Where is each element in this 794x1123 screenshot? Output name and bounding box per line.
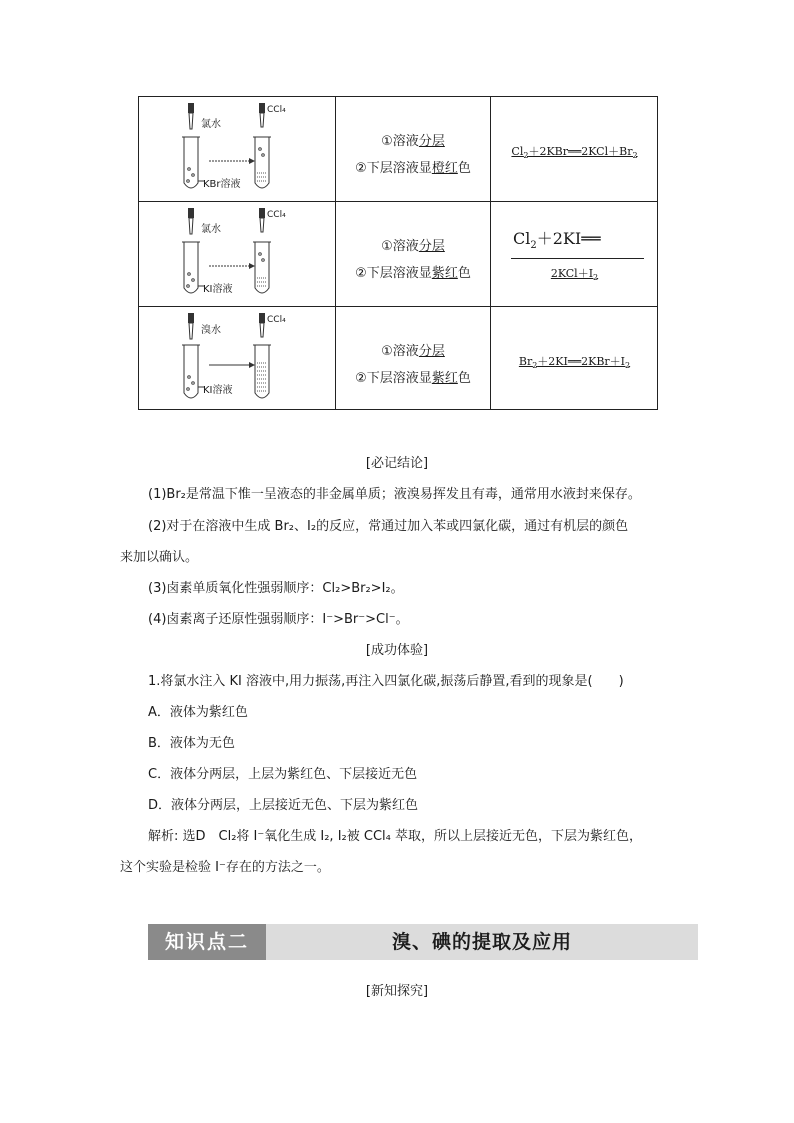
section-label: 知识点二 [148, 924, 266, 960]
conclusion-heading: [必记结论] [365, 456, 429, 471]
conclusion-item: (2)对于在溶液中生成 Br₂、I₂的反应，常通过加入苯或四氯化碳，通过有机层的颜色 [148, 519, 629, 534]
conclusion-item-continued: 来加以确认。 [120, 550, 199, 565]
analysis-text-continued: 这个实验是检验 I⁻存在的方法之一。 [120, 860, 330, 875]
apparatus-diagram [139, 307, 335, 409]
question-text: 1.将氯水注入 KI 溶液中,用力振荡,再注入四氯化碳,振荡后静置,看到的现象是( ) [148, 674, 624, 689]
next-heading: [新知探究] [365, 984, 429, 999]
section-title: 溴、碘的提取及应用 [391, 931, 572, 953]
option-a: A．液体为紫红色 [148, 705, 248, 720]
added-reagent-label: CCl₄ [267, 315, 286, 325]
observation-1: ①溶液分层 [381, 239, 445, 254]
option-d: D．液体分两层，上层接近无色、下层为紫红色 [148, 798, 419, 813]
observation-cell [336, 307, 491, 410]
section-banner [148, 924, 698, 960]
experience-heading: [成功体验] [365, 643, 429, 658]
apparatus-cell [139, 97, 336, 201]
reagent-label: 氯水 [201, 224, 221, 235]
apparatus-cell [139, 307, 336, 410]
observation-cell [336, 202, 491, 306]
apparatus-cell [139, 202, 336, 306]
observation-1: ①溶液分层 [381, 344, 445, 359]
table-row [139, 307, 657, 410]
observation-1: ①溶液分层 [381, 134, 445, 149]
equation-cell [491, 307, 658, 410]
observation-2: ②下层溶液显紫红色 [355, 266, 471, 281]
table-row [139, 202, 657, 307]
solution-label: KBr溶液 [203, 179, 241, 190]
conclusion-item: (3)卤素单质氧化性强弱顺序：Cl₂>Br₂>I₂。 [148, 581, 404, 596]
experiment-table [138, 96, 658, 410]
solution-label: KI溶液 [203, 385, 233, 396]
reagent-label: 氯水 [201, 119, 221, 130]
table-row [139, 97, 657, 202]
option-c: C．液体分两层，上层为紫红色、下层接近无色 [148, 767, 418, 782]
conclusion-item: (1)Br₂是常温下惟一呈液态的非金属单质；液溴易挥发且有毒，通常用水液封来保存。 [148, 487, 641, 502]
equation: $Br_2+2KI══2KBr+I_2$ [518, 355, 631, 371]
equation-divider [511, 258, 644, 259]
observation-2: ②下层溶液显紫红色 [355, 371, 471, 386]
conclusion-item: (4)卤素离子还原性强弱顺序：I⁻>Br⁻>Cl⁻。 [148, 612, 409, 627]
analysis-text: 解析: 选D Cl₂将 I⁻氧化生成 I₂, I₂被 CCl₄ 萃取，所以上层接近无色，下层为紫红色， [148, 829, 642, 844]
solution-label: KI溶液 [203, 284, 233, 295]
apparatus-diagram [139, 202, 335, 306]
equation-top: $Cl_2+2KI══$ [513, 229, 601, 252]
added-reagent-label: CCl₄ [267, 210, 286, 220]
added-reagent-label: CCl₄ [267, 105, 286, 115]
equation-cell [491, 97, 658, 201]
equation: $Cl_2+2KBr══2KCl+Br_2$ [511, 145, 638, 161]
reagent-label: 溴水 [201, 325, 221, 336]
option-b: B．液体为无色 [148, 736, 235, 751]
equation-cell [491, 202, 658, 306]
observation-cell [336, 97, 491, 201]
observation-2: ②下层溶液显橙红色 [355, 161, 471, 176]
equation-bottom: $2KCl+I_2$ [550, 267, 599, 283]
